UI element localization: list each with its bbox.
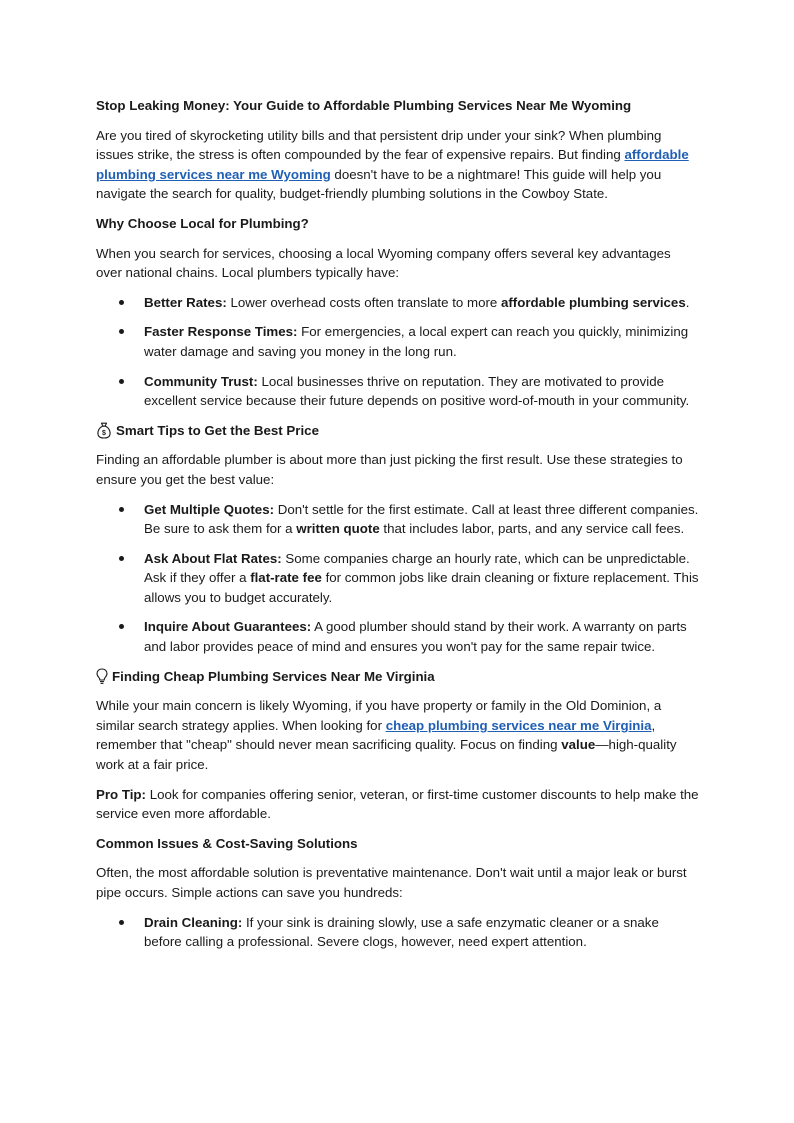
list-item — [96, 500, 700, 539]
intro-text-1: Are you tired of skyrocketing utility bills and that persistent drip under your sink? When plumbing issues strike, the stress is often compounded by the fear of expensive repairs. But finding — [96, 127, 662, 163]
list-item — [96, 372, 700, 411]
virginia-bold: value — [561, 737, 596, 753]
document-title: Stop Leaking Money: Your Guide to Affordable Plumbing Services Near Me Wyoming — [96, 98, 632, 113]
list-item — [96, 322, 700, 361]
virginia-text-1: While your main concern is likely Wyoming, if you have property or family in the Old Dominion, a similar search strategy applies. When looking for — [96, 698, 662, 733]
list-item — [96, 293, 700, 313]
local-advantages-list — [96, 293, 700, 411]
item-text: . — [685, 294, 690, 310]
item-label: Better Rates: — [144, 294, 227, 310]
item-text: A good plumber should stand by their work. A warranty on parts and labor provides peace of mind and ensures you won't pay for the same repair twice. — [144, 619, 687, 655]
section-heading-issues: Common Issues & Cost-Saving Solutions — [96, 835, 358, 851]
affordable-plumbing-wyoming-link[interactable]: affordable plumbing services near me Wyoming — [96, 147, 689, 182]
item-text: If your sink is draining slowly, use a safe enzymatic cleaner or a snake before calling a professional. Severe clogs, however, need expert attention. — [144, 914, 659, 950]
price-tips-list — [96, 500, 700, 657]
section-heading-local: Why Choose Local for Plumbing? — [96, 215, 309, 231]
section-local-intro: When you search for services, choosing a local Wyoming company offers several key advantages over national chains. Local plumbers typically have: — [96, 245, 671, 281]
section-heading-virginia — [96, 667, 700, 687]
item-label: Ask About Flat Rates: — [144, 550, 282, 566]
item-text: Don't settle for the first estimate. Call at least three different companies. Be sure to ask them for a — [144, 501, 699, 537]
item-text: Local businesses thrive on reputation. They are motivated to provide excellent service because their future depends on positive word-of-mouth in your community. — [144, 373, 690, 409]
intro-text-2: doesn't have to be a nightmare! This guide will help you navigate the search for quality, budget-friendly plumbing solutions in the Cowboy State. — [96, 166, 662, 202]
item-label: Get Multiple Quotes: — [144, 501, 275, 517]
lightbulb-icon — [96, 668, 108, 685]
money-bag-icon — [96, 422, 112, 439]
virginia-text-2: , remember that "cheap" should never mean sacrificing quality. Focus on finding — [96, 717, 656, 753]
svg-text:$: $ — [102, 430, 106, 438]
item-label: Inquire About Guarantees: — [144, 619, 312, 635]
section-issues-intro: Often, the most affordable solution is preventative maintenance. Don't wait until a major leak or burst pipe occurs. Simple actions can save you hundreds: — [96, 865, 687, 900]
intro-paragraph — [96, 126, 700, 204]
item-text: for common jobs like drain cleaning or fixture replacement. This allows you to budget accurately. — [144, 570, 699, 605]
document-page — [96, 96, 700, 962]
item-label: Faster Response Times: — [144, 324, 298, 340]
section-heading-tips — [96, 421, 700, 441]
issues-list — [96, 913, 700, 952]
item-label: Drain Cleaning: — [144, 914, 243, 930]
section-heading-text: Smart Tips to Get the Best Price — [116, 422, 319, 438]
item-bold: written quote — [296, 521, 380, 537]
section-tips-intro: Finding an affordable plumber is about more than just picking the first result. Use these strategies to ensure you get the best value: — [96, 452, 683, 487]
pro-tip-paragraph — [96, 785, 700, 824]
virginia-text-3: —high-quality work at a fair price. — [96, 737, 677, 773]
list-item — [96, 617, 700, 656]
item-text: Lower overhead costs often translate to more — [226, 294, 501, 310]
list-item — [96, 913, 700, 952]
item-label: Community Trust: — [144, 373, 258, 389]
item-text: For emergencies, a local expert can reach you quickly, minimizing water damage and saving you money in the long run. — [144, 324, 689, 359]
item-bold: flat-rate fee — [250, 570, 322, 586]
section-heading-text: Finding Cheap Plumbing Services Near Me Virginia — [112, 668, 435, 684]
list-item — [96, 549, 700, 608]
item-bold: affordable plumbing services — [500, 294, 686, 310]
pro-tip-label: Pro Tip: — [96, 786, 146, 802]
item-text: Some companies charge an hourly rate, which can be unpredictable. Ask if they offer a — [144, 550, 690, 586]
item-text: that includes labor, parts, and any service call fees. — [379, 521, 685, 537]
pro-tip-text: Look for companies offering senior, veteran, or first-time customer discounts to help make the service even more affordable. — [96, 786, 699, 822]
cheap-plumbing-virginia-link[interactable]: cheap plumbing services near me Virginia — [385, 717, 652, 733]
virginia-paragraph — [96, 696, 700, 774]
